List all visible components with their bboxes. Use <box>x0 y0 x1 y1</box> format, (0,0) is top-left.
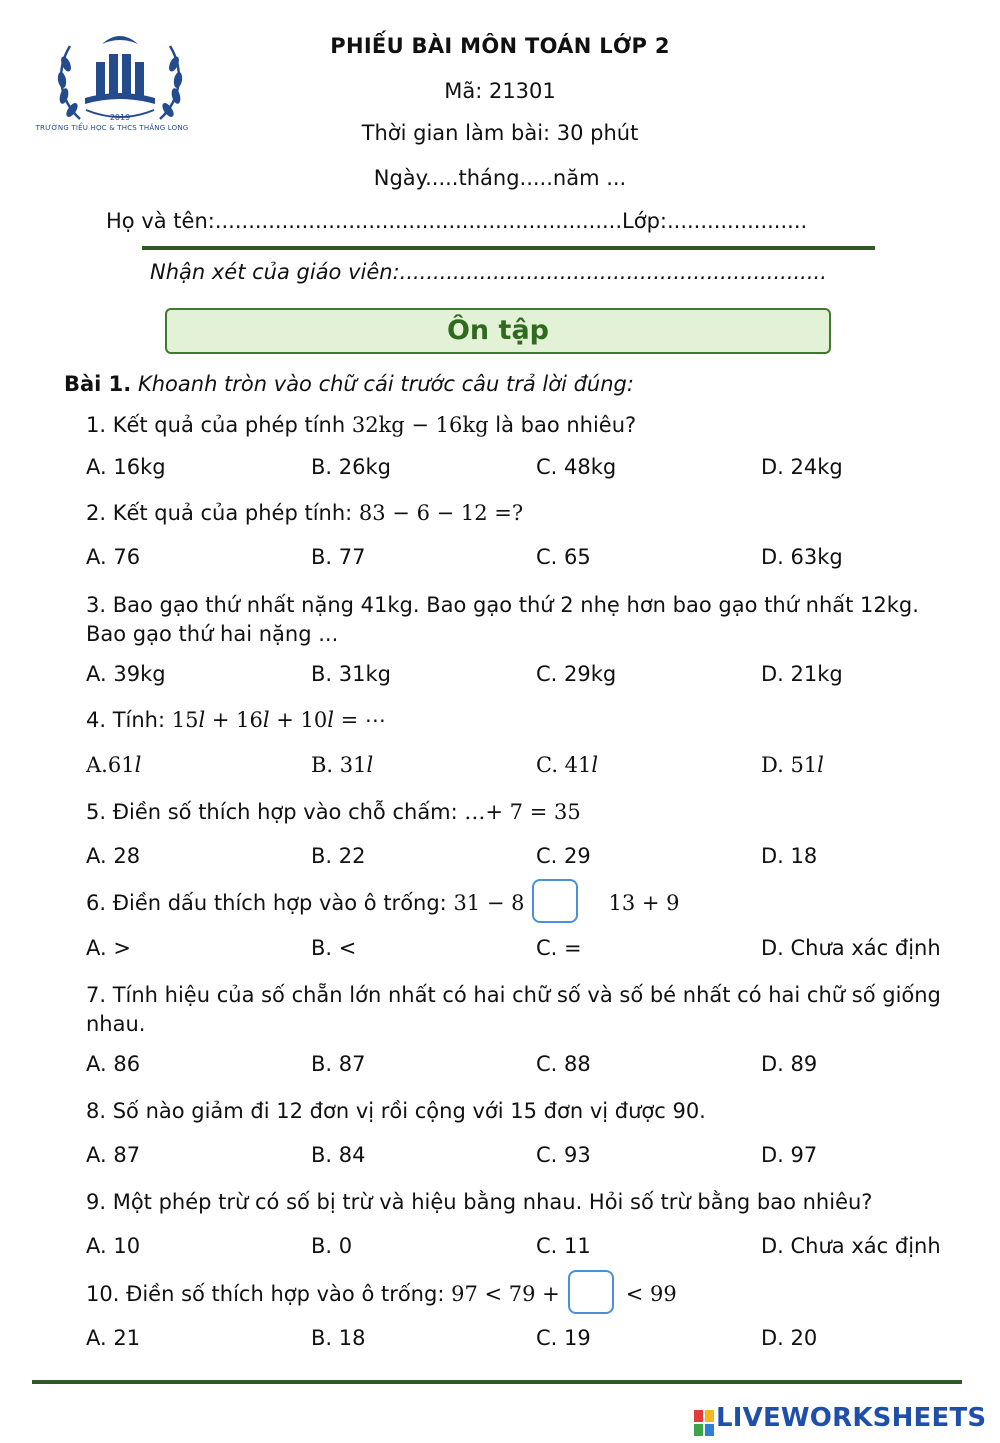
option-a[interactable]: A. 39kg <box>86 662 166 686</box>
option-c[interactable]: C. 29 <box>536 844 591 868</box>
question-8 <box>86 1097 706 1126</box>
question-expression-right: 13 + 9 <box>608 891 680 915</box>
option-a[interactable]: A.61𝑙 <box>86 753 142 777</box>
option-b[interactable]: B. 31kg <box>311 662 391 686</box>
question-text: 9. Một phép trừ có số bị trừ và hiệu bằng nhau. Hỏi số trừ bằng bao nhiêu? <box>86 1190 873 1214</box>
teacher-comment: Nhận xét của giáo viên:................................................................ <box>150 260 827 284</box>
option-b[interactable]: B. 22 <box>311 844 366 868</box>
option-d[interactable]: D. Chưa xác định <box>761 1234 941 1258</box>
header-divider <box>142 246 875 250</box>
question-expression: 83 − 6 − 12 =? <box>358 501 524 525</box>
question-text: 1. Kết quả của phép tính <box>86 413 352 437</box>
question-expression: 97 < 79 + <box>451 1282 560 1306</box>
question-text: 3. Bao gạo thứ nhất nặng 41kg. Bao gạo thứ 2 nhẹ hơn bao gạo thứ nhất 12kg. <box>86 593 919 617</box>
logo-caption: TRƯỜNG TIỂU HỌC & THCS THĂNG LONG <box>35 124 189 132</box>
option-a[interactable]: A. 86 <box>86 1052 141 1076</box>
question-expression: …+ 7 = 35 <box>464 800 581 824</box>
option-b[interactable]: B. 26kg <box>311 455 391 479</box>
option-b[interactable]: B. 0 <box>311 1234 353 1258</box>
option-c[interactable]: C. 19 <box>536 1326 591 1350</box>
option-a[interactable]: A. 21 <box>86 1326 141 1350</box>
option-d[interactable]: D. 51𝑙 <box>761 753 824 777</box>
date-line: Ngày.....tháng.....năm ... <box>373 166 627 190</box>
question-text: 7. Tính hiệu của số chẵn lớn nhất có hai chữ số và số bé nhất có hai chữ số giống <box>86 983 941 1007</box>
class-line: Lớp:..................... <box>622 209 808 233</box>
option-b[interactable]: B. 87 <box>311 1052 366 1076</box>
question-expression: 31 − 8 <box>453 891 525 915</box>
option-b[interactable]: B. 77 <box>311 545 366 569</box>
option-c[interactable]: C. 93 <box>536 1143 591 1167</box>
option-a[interactable]: A. 87 <box>86 1143 141 1167</box>
question-3 <box>86 591 919 649</box>
option-c[interactable]: C. 41𝑙 <box>536 753 599 777</box>
option-d[interactable]: D. 20 <box>761 1326 818 1350</box>
question-1 <box>86 411 636 440</box>
option-d[interactable]: D. 63kg <box>761 545 843 569</box>
option-d[interactable]: D. 21kg <box>761 662 843 686</box>
option-b[interactable]: B. 84 <box>311 1143 366 1167</box>
option-c[interactable]: C. 29kg <box>536 662 617 686</box>
option-b[interactable]: B. < <box>311 936 357 960</box>
exercise-instruction: Khoanh tròn vào chữ cái trước câu trả lời đúng: <box>137 372 634 396</box>
option-b[interactable]: B. 18 <box>311 1326 366 1350</box>
question-text: 8. Số nào giảm đi 12 đơn vị rồi cộng với 15 đơn vị được 90. <box>86 1099 706 1123</box>
question-text-continued: nhau. <box>86 1012 146 1036</box>
option-c[interactable]: C. 88 <box>536 1052 591 1076</box>
option-d[interactable]: D. 97 <box>761 1143 818 1167</box>
question-2 <box>86 499 523 528</box>
question-text: 6. Điền dấu thích hợp vào ô trống: <box>86 891 454 915</box>
time-limit: Thời gian làm bài: 30 phút <box>361 121 639 145</box>
page-title: PHIẾU BÀI MÔN TOÁN LỚP 2 <box>330 34 670 58</box>
option-a[interactable]: A. 16kg <box>86 455 166 479</box>
question-text: 4. Tính: <box>86 708 172 732</box>
question-9 <box>86 1188 872 1217</box>
option-a[interactable]: A. 10 <box>86 1234 141 1258</box>
question-7 <box>86 981 941 1039</box>
worksheet-code: Mã: 21301 <box>444 79 556 103</box>
exercise-heading <box>64 372 634 396</box>
question-4 <box>86 706 386 735</box>
question-10 <box>86 1280 677 1309</box>
option-a[interactable]: A. 28 <box>86 844 141 868</box>
question-text: 2. Kết quả của phép tính: <box>86 501 359 525</box>
question-expression-right: < 99 <box>625 1282 677 1306</box>
option-c[interactable]: C. 65 <box>536 545 591 569</box>
exercise-label: Bài 1. <box>64 372 132 396</box>
question-6 <box>86 889 680 918</box>
liveworksheets-brand: LIVEWORKSHEETS <box>716 1403 987 1433</box>
answer-box[interactable] <box>532 879 578 923</box>
question-text: 5. Điền số thích hợp vào chỗ chấm: <box>86 800 465 824</box>
question-expression: 32kg − 16kg <box>351 413 489 437</box>
name-line: Họ và tên:............................................................. <box>106 209 623 233</box>
option-d[interactable]: D. Chưa xác định <box>761 936 941 960</box>
option-d[interactable]: D. 24kg <box>761 455 843 479</box>
question-text: 10. Điền số thích hợp vào ô trống: <box>86 1282 452 1306</box>
option-b[interactable]: B. 31𝑙 <box>311 753 374 777</box>
question-5 <box>86 798 581 827</box>
question-tail: là bao nhiêu? <box>488 413 637 437</box>
review-banner: Ôn tập <box>165 308 831 354</box>
option-c[interactable]: C. 48kg <box>536 455 617 479</box>
question-text-continued: Bao gạo thứ hai nặng ... <box>86 622 339 646</box>
option-d[interactable]: D. 89 <box>761 1052 818 1076</box>
footer-divider <box>32 1380 962 1384</box>
answer-box[interactable] <box>568 1270 614 1314</box>
option-d[interactable]: D. 18 <box>761 844 818 868</box>
question-expression: 15𝑙 + 16𝑙 + 10𝑙 = ⋯ <box>171 708 386 732</box>
option-a[interactable]: A. 76 <box>86 545 141 569</box>
logo-year: 2019 <box>109 113 131 122</box>
option-c[interactable]: C. 11 <box>536 1234 591 1258</box>
liveworksheets-logo-icon <box>694 1410 714 1436</box>
option-a[interactable]: A. > <box>86 936 131 960</box>
option-c[interactable]: C. = <box>536 936 582 960</box>
name-field[interactable] <box>106 209 807 233</box>
